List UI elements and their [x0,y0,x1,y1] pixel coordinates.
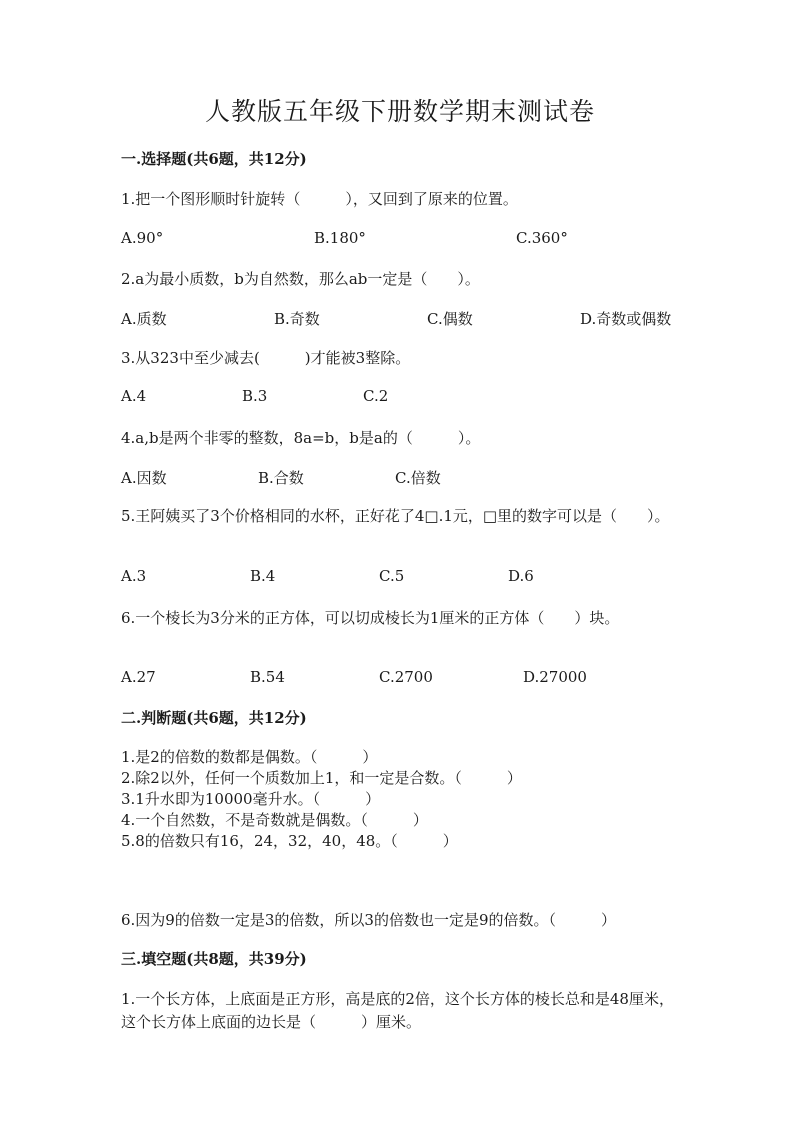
choice-6-option-b: B.54 [250,668,285,686]
choice-question-3: 3.从323中至少减去( )才能被3整除。 [121,349,411,367]
choice-question-5: 5.王阿姨买了3个价格相同的水杯，正好花了4□.1元，□里的数字可以是（ ）。 [121,507,670,525]
choice-3-option-a: A.4 [121,387,147,405]
choice-3-option-b: B.3 [242,387,268,405]
section-heading-judge: 二.判断题(共6题，共12分) [121,709,307,727]
choice-1-option-b: B.180° [314,229,366,247]
judge-item-6: 6.因为9的倍数一定是3的倍数，所以3的倍数也一定是9的倍数。（ ） [121,911,616,929]
judge-item-5: 5.8的倍数只有16，24，32，40，48。（ ） [121,832,458,850]
choice-question-4: 4.a,b是两个非零的整数，8a=b，b是a的（ ）。 [121,429,481,447]
choice-5-option-c: C.5 [379,567,405,585]
choice-2-option-d: D.奇数或偶数 [580,310,672,328]
choice-4-option-c: C.倍数 [395,469,441,487]
choice-5-option-b: B.4 [250,567,276,585]
choice-6-option-a: A.27 [121,668,156,686]
choice-6-option-d: D.27000 [523,668,587,686]
section-heading-choice: 一.选择题(共6题，共12分) [121,150,307,168]
choice-6-option-c: C.2700 [379,668,433,686]
choice-4-option-a: A.因数 [121,469,167,487]
choice-5-option-a: A.3 [121,567,147,585]
choice-2-option-b: B.奇数 [274,310,320,328]
judge-item-4: 4.一个自然数，不是奇数就是偶数。（ ） [121,811,428,829]
choice-2-option-a: A.质数 [121,310,167,328]
choice-5-option-d: D.6 [508,567,534,585]
judge-item-1: 1.是2的倍数的数都是偶数。（ ） [121,748,378,766]
choice-1-option-c: C.360° [516,229,568,247]
choice-question-1: 1.把一个图形顺时针旋转（ ），又回到了原来的位置。 [121,190,518,208]
choice-2-option-c: C.偶数 [427,310,473,328]
judge-item-2: 2.除2以外，任何一个质数加上1，和一定是合数。（ ） [121,769,522,787]
page-title: 人教版五年级下册数学期末测试卷 [204,97,595,126]
judge-item-3: 3.1升水即为10000毫升水。（ ） [121,790,381,808]
fill-question-1: 1.一个长方体，上底面是正方形，高是底的2倍，这个长方体的棱长总和是48厘米，这个长方体上底面的边长是（ ）厘米。 [121,990,674,1031]
choice-question-2: 2.a为最小质数，b为自然数，那么ab一定是（ ）。 [121,270,480,288]
choice-1-option-a: A.90° [121,229,164,247]
section-heading-fill: 三.填空题(共8题，共39分) [121,950,307,968]
choice-3-option-c: C.2 [363,387,389,405]
choice-question-6: 6.一个棱长为3分米的正方体，可以切成棱长为1厘米的正方体（ ）块。 [121,609,620,627]
choice-4-option-b: B.合数 [258,469,304,487]
